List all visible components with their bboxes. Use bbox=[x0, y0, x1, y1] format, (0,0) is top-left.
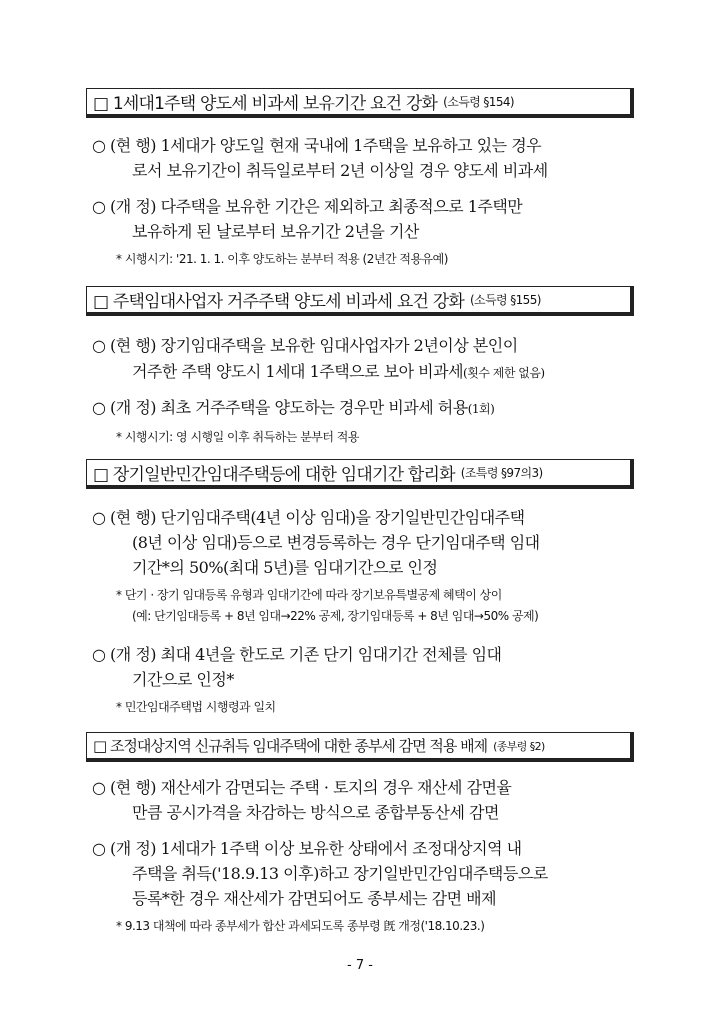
bullet-continuation: 기간으로 인정* bbox=[132, 670, 234, 689]
bullet-revised bbox=[92, 395, 494, 418]
section-header-4 bbox=[86, 732, 634, 762]
section-title: □ 장기일반민간임대주택등에 대한 임대기간 합리화 bbox=[93, 465, 455, 485]
bullet-aside: (횟수 제한 없음) bbox=[463, 366, 545, 380]
bullet-continuation: 만큼 공시가격을 차감하는 방식으로 종합부동산세 감면 bbox=[132, 803, 499, 822]
bullet-revised: ○ (개 정) 다주택을 보유한 기간은 제외하고 최종적으로 1주택만 bbox=[92, 197, 523, 216]
section-ref: (소득령 §154) bbox=[443, 95, 514, 109]
footnote: * 9.13 대책에 따라 종부세가 합산 과세되도록 종부령 旣 개정('18.10.23.) bbox=[116, 919, 485, 933]
footnote: * 시행시기: '21. 1. 1. 이후 양도하는 분부터 적용 (2년간 적용유예) bbox=[116, 252, 448, 266]
bullet-current: ○ (현 행) 단기임대주택(4년 이상 임대)을 장기일반민간임대주택 bbox=[92, 508, 525, 527]
footnote: * 단기 · 장기 임대등록 유형과 임대기간에 따라 장기보유특별공제 혜택이 상이 bbox=[116, 588, 502, 602]
page-number: - 7 - bbox=[347, 958, 373, 973]
bullet-current: ○ (현 행) 1세대가 양도일 현재 국내에 1주택을 보유하고 있는 경우 bbox=[92, 136, 542, 155]
bullet-text: 거주한 주택 양도시 1세대 1주택으로 보아 비과세 bbox=[132, 362, 464, 381]
bullet-aside: (1회) bbox=[467, 402, 495, 416]
section-title: □ 1세대1주택 양도세 비과세 보유기간 요건 강화 bbox=[93, 94, 438, 114]
section-ref: (소득령 §155) bbox=[469, 293, 541, 307]
bullet-continuation: 기간*의 50%(최대 5년)를 임대기간으로 인정 bbox=[132, 558, 438, 577]
section-ref: (종부령 §2) bbox=[493, 739, 545, 753]
bullet-continuation bbox=[132, 359, 545, 382]
footnote-continuation: (예: 단기임대등록 + 8년 임대→22% 공제, 장기임대등록 + 8년 임대→50% 공제) bbox=[132, 609, 539, 623]
bullet-continuation: 로서 보유기간이 취득일로부터 2년 이상일 경우 양도세 비과세 bbox=[132, 161, 548, 180]
bullet-current: ○ (현 행) 장기임대주택을 보유한 임대사업자가 2년이상 본인이 bbox=[92, 336, 518, 355]
footnote: * 민간임대주택법 시행령과 일치 bbox=[116, 700, 276, 714]
section-title: □ 조정대상지역 신규취득 임대주택에 대한 종부세 감면 적용 배제 bbox=[93, 737, 488, 755]
section-header-1 bbox=[86, 88, 634, 118]
bullet-continuation: (8년 이상 임대)등으로 변경등록하는 경우 단기임대주택 임대 bbox=[132, 533, 540, 552]
bullet-revised: ○ (개 정) 최대 4년을 한도로 기존 단기 임대기간 전체를 임대 bbox=[92, 645, 502, 664]
bullet-text: ○ (개 정) 최초 거주주택을 양도하는 경우만 비과세 허용 bbox=[92, 398, 468, 417]
bullet-current: ○ (현 행) 재산세가 감면되는 주택 · 토지의 경우 재산세 감면율 bbox=[92, 778, 512, 797]
section-header-2 bbox=[86, 286, 634, 316]
bullet-continuation: 보유하게 된 날로부터 보유기간 2년을 기산 bbox=[132, 222, 419, 241]
footnote: * 시행시기: 영 시행일 이후 취득하는 분부터 적용 bbox=[116, 430, 359, 444]
section-title: □ 주택임대사업자 거주주택 양도세 비과세 요건 강화 bbox=[93, 292, 464, 312]
section-ref: (조특령 §97의3) bbox=[460, 466, 543, 480]
bullet-continuation: 주택을 취득('18.9.13 이후)하고 장기일반민간임대주택등으로 bbox=[132, 864, 548, 883]
bullet-revised: ○ (개 정) 1세대가 1주택 이상 보유한 상태에서 조정대상지역 내 bbox=[92, 839, 522, 858]
section-header-3 bbox=[86, 459, 634, 489]
bullet-continuation: 등록*한 경우 재산세가 감면되어도 종부세는 감면 배제 bbox=[132, 889, 497, 908]
